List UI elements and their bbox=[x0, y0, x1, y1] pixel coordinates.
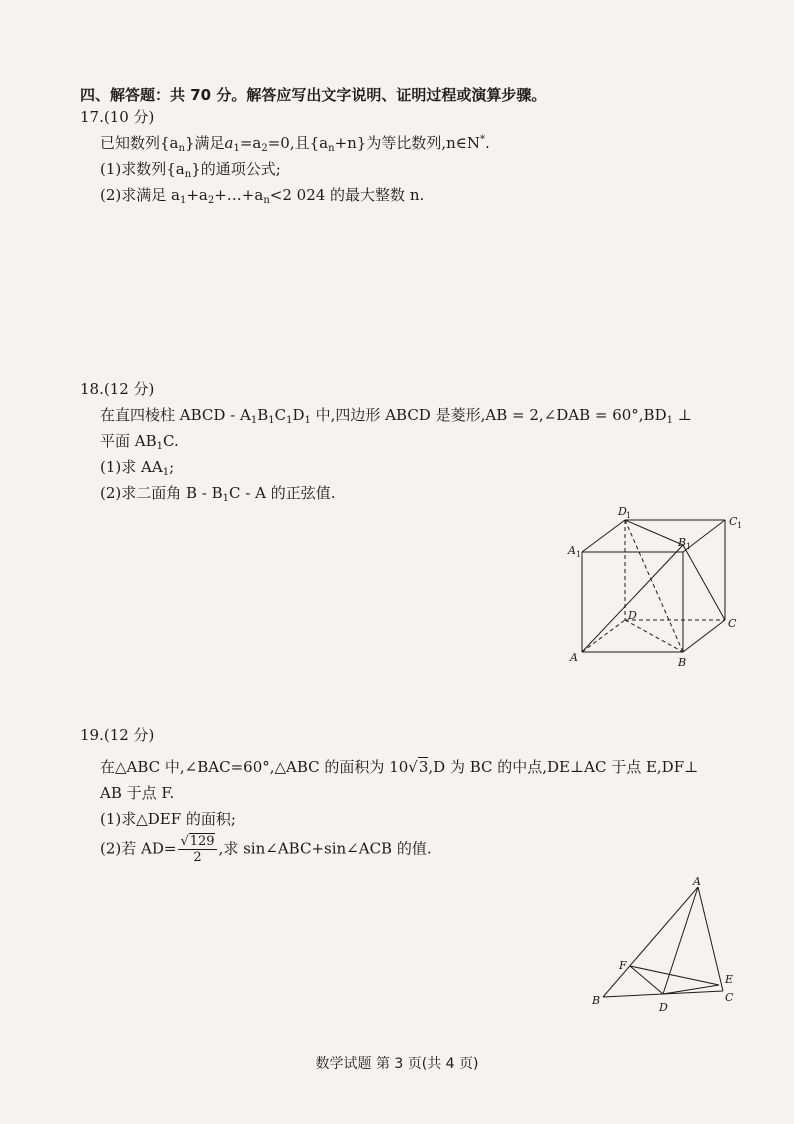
q17-heading: 17.(10 分) bbox=[80, 108, 155, 126]
q17-part2: (2)求满足 $a_1+a_2+\dots+a_n<2$ 024 的最大整数 n. bbox=[100, 186, 425, 206]
label-e: E bbox=[725, 973, 734, 986]
q19-stem-cont: AB 于点 F. bbox=[100, 784, 175, 802]
q19-heading: 19.(12 分) bbox=[80, 726, 155, 744]
label-c: C bbox=[725, 991, 734, 1004]
label-a1: A bbox=[568, 544, 576, 557]
q18-stem-cont: 平面 $AB_1C$. bbox=[100, 432, 179, 452]
q18-part1: (1)求 $AA_1$; bbox=[100, 458, 175, 478]
q17-stem: 已知数列$\{a_n\}$满足$a_1=a_2=0$,且$\{a_n+n\}$为等比数列,n∈N*. bbox=[100, 134, 490, 154]
prism-figure bbox=[560, 500, 750, 675]
label-f: F bbox=[619, 959, 627, 972]
q18-stem: 在直四棱柱 ABCD - $A_1B_1C_1D_1$ 中,四边形 ABCD 是菱形,AB = 2,∠DAB = $60^\circ,BD_1$ ⊥ bbox=[100, 406, 692, 426]
svg-text:1: 1 bbox=[626, 511, 632, 520]
triangle-figure bbox=[585, 875, 745, 1020]
section-title: 四、解答题：共 70 分。解答应写出文字说明、证明过程或演算步骤。 bbox=[80, 86, 547, 104]
label-d: D bbox=[628, 609, 637, 622]
q18-heading: 18.(12 分) bbox=[80, 380, 155, 398]
label-a: A bbox=[693, 875, 701, 888]
svg-text:1: 1 bbox=[737, 521, 743, 530]
label-b1: B bbox=[678, 536, 687, 549]
page-footer: 数学试题 第 3 页(共 4 页) bbox=[315, 1056, 479, 1072]
label-b: B bbox=[592, 994, 601, 1007]
label-c: C bbox=[728, 617, 737, 630]
label-d: D bbox=[659, 1001, 668, 1014]
q19-stem: 在△ABC 中,∠BAC=60°,△ABC 的面积为 10√3,D 为 BC 的中点,DE⊥AC 于点 E,DF⊥ bbox=[100, 758, 699, 776]
label-d1: D bbox=[618, 505, 627, 518]
label-b: B bbox=[678, 656, 687, 669]
q19-part1: (1)求△DEF 的面积; bbox=[100, 810, 236, 828]
q18-part2: (2)求二面角 B - $B_1C$ - A 的正弦值. bbox=[100, 484, 336, 504]
label-a: A bbox=[570, 651, 578, 664]
q17-part1: (1)求数列$\{a_n\}$的通项公式; bbox=[100, 160, 281, 180]
label-c1: C bbox=[729, 515, 738, 528]
svg-text:1: 1 bbox=[576, 550, 582, 559]
q19-part2: (2)若 AD= $\frac{√129}{2}$ ,求 sin∠ABC+sin∠ACB 的值. bbox=[100, 834, 432, 865]
svg-text:1: 1 bbox=[686, 542, 692, 551]
